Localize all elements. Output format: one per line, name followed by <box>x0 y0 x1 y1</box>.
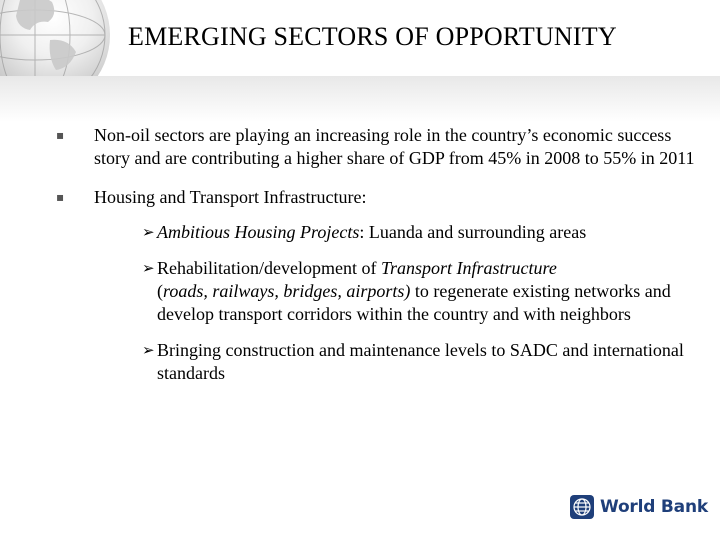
sub-bullet-text: Rehabilitation/development of <box>157 258 381 278</box>
sub-bullet-item <box>142 221 696 244</box>
sub-bullet-text: : Luanda and surrounding areas <box>359 222 587 242</box>
title-shadow-band <box>0 76 720 122</box>
world-bank-logo-text: World Bank <box>600 497 708 517</box>
square-bullet-icon: ▪ <box>56 128 65 142</box>
world-bank-logo <box>570 494 708 520</box>
arrow-bullet-icon: ➢ <box>142 259 155 277</box>
page-title: EMERGING SECTORS OF OPPORTUNITY <box>128 22 617 51</box>
square-bullet-icon: ▪ <box>56 190 65 204</box>
sub-bullet-paren: ( <box>157 281 163 301</box>
slide-content <box>56 124 696 398</box>
sub-bullet-italic: roads, railways, bridges, airports) <box>163 281 411 301</box>
sub-bullet-italic: Ambitious Housing Projects <box>157 222 360 242</box>
sub-bullet-italic: Transport Infrastructure <box>380 258 557 278</box>
bullet-item <box>56 186 696 209</box>
bullet-item <box>56 124 696 170</box>
sub-bullet-text: to regenerate existing networks and develop transport corridors within the country and with neighbors <box>157 281 671 324</box>
sub-bullet-text: Bringing construction and maintenance levels to SADC and international standards <box>157 340 684 383</box>
world-bank-globe-icon <box>570 495 594 519</box>
sub-bullet-item <box>142 339 696 385</box>
arrow-bullet-icon: ➢ <box>142 223 155 241</box>
bullet-text: Housing and Transport Infrastructure: <box>94 187 367 207</box>
title-bar <box>0 0 720 68</box>
arrow-bullet-icon: ➢ <box>142 341 155 359</box>
sub-bullet-item <box>142 257 696 326</box>
bullet-text: Non-oil sectors are playing an increasing role in the country’s economic success story and are contributing a higher share of GDP from 45% in 2008 to 55% in 2011 <box>94 125 695 168</box>
